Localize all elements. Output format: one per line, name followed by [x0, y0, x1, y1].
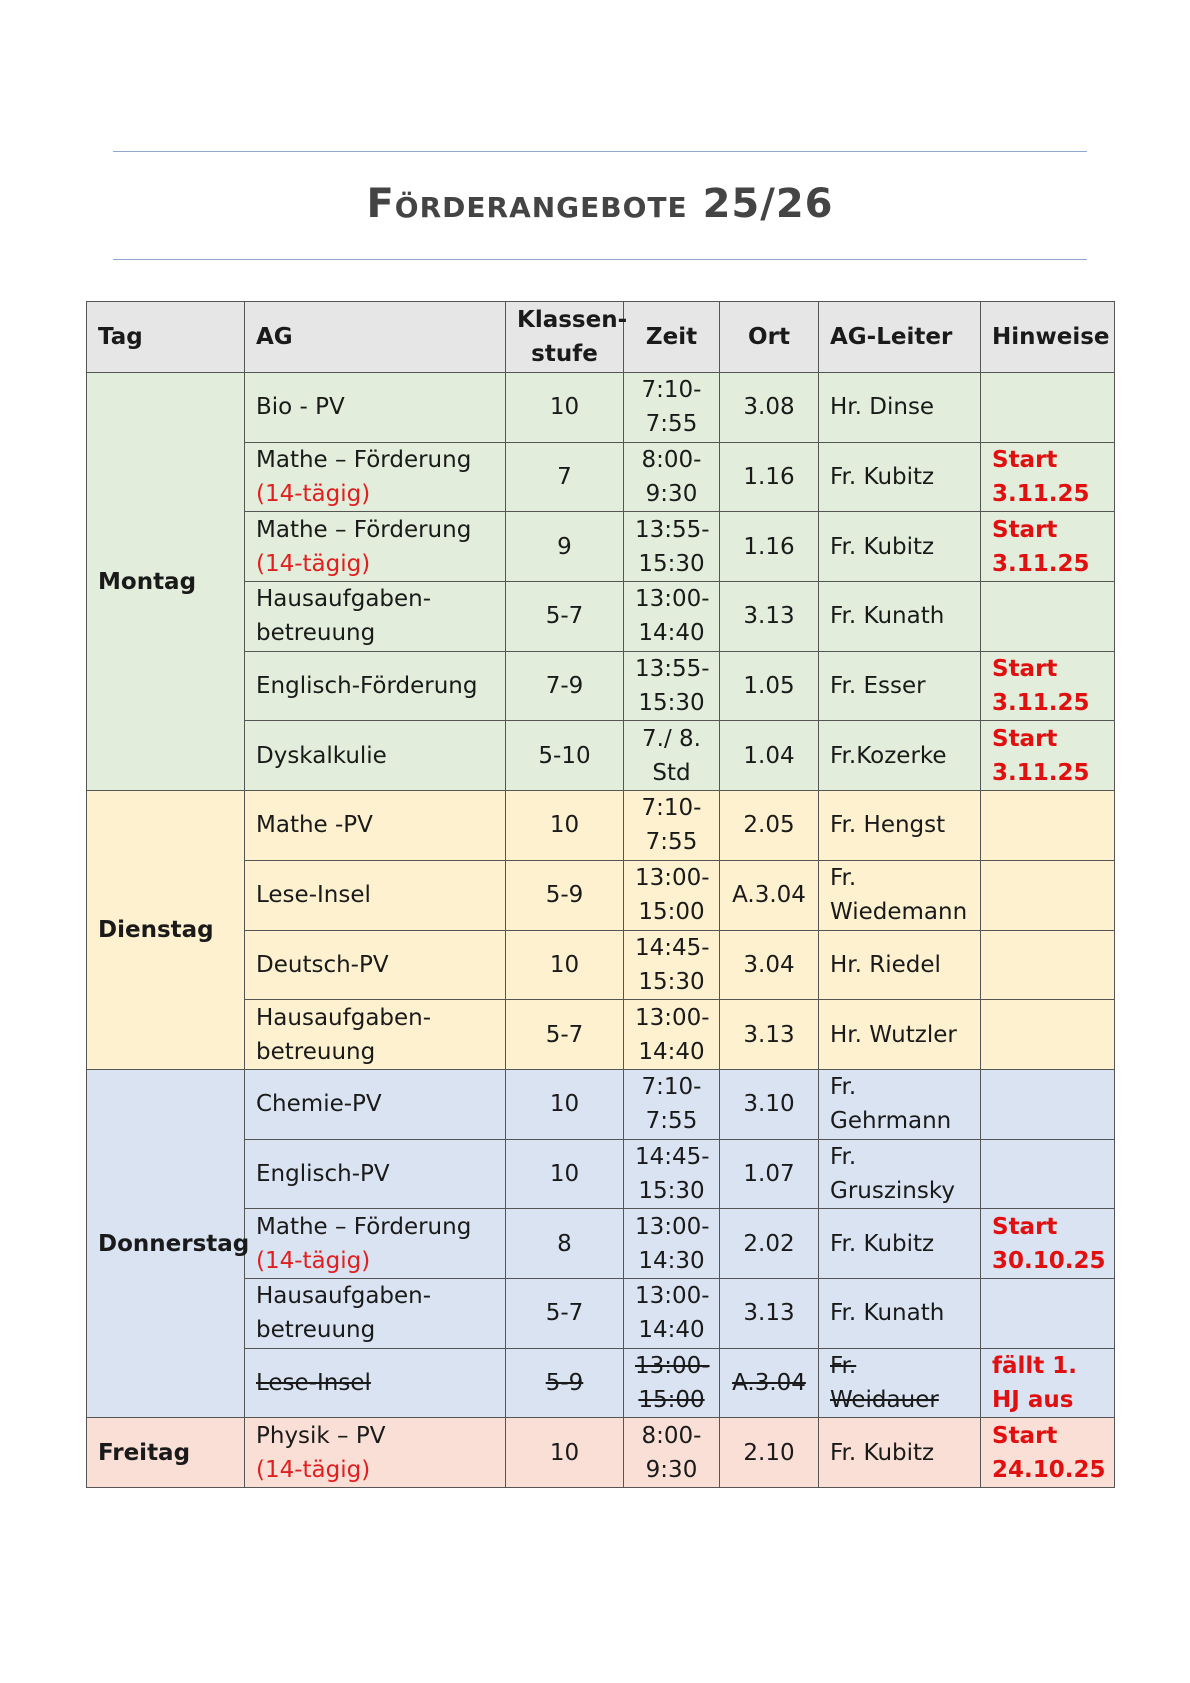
- zeit-cell: 13:55-15:30: [624, 512, 720, 582]
- hinweis-cell: [981, 582, 1115, 652]
- stufe-cell: 10: [506, 930, 624, 1000]
- ort-cell: 3.13: [720, 1278, 819, 1348]
- table-row: [87, 1069, 1115, 1139]
- page-title: Förderangebote 25/26: [366, 181, 834, 227]
- header-klassenstufe: Klassen-stufe: [506, 302, 624, 373]
- ort-cell: 1.16: [720, 442, 819, 512]
- ag-cell: Physik – PV (14-tägig): [245, 1418, 506, 1488]
- ort-cell: 2.05: [720, 791, 819, 861]
- hinweis-cell: Start 3.11.25: [981, 442, 1115, 512]
- hinweis-cell: Start 24.10.25: [981, 1418, 1115, 1488]
- leiter-cell: Fr. Gruszinsky: [819, 1139, 981, 1209]
- stufe-cell: 10: [506, 1139, 624, 1209]
- hinweis-cell: [981, 791, 1115, 861]
- leiter-cell: Hr. Dinse: [819, 373, 981, 443]
- zeit-cell: 7./ 8. Std: [624, 721, 720, 791]
- hinweis-cell: fällt 1. HJ aus: [981, 1348, 1115, 1418]
- zeit-cell: 13:00-14:30: [624, 1209, 720, 1279]
- leiter-cell: Fr. Kubitz: [819, 442, 981, 512]
- table-row: [87, 791, 1115, 861]
- hinweis-cell: [981, 1000, 1115, 1070]
- header-ag: AG: [245, 302, 506, 373]
- leiter-cell: Fr. Kubitz: [819, 1418, 981, 1488]
- zeit-cell: 14:45-15:30: [624, 1139, 720, 1209]
- ort-cell: A.3.04: [720, 1348, 819, 1418]
- ag-cell: Lese-Insel: [245, 860, 506, 930]
- zeit-cell: 8:00-9:30: [624, 1418, 720, 1488]
- header-hinweise: Hinweise: [981, 302, 1115, 373]
- table-row: [87, 373, 1115, 443]
- ag-cell: Englisch-PV: [245, 1139, 506, 1209]
- ag-cell: Lese-Insel: [245, 1348, 506, 1418]
- stufe-cell: 5-7: [506, 582, 624, 652]
- stufe-cell: 10: [506, 1418, 624, 1488]
- leiter-cell: Hr. Riedel: [819, 930, 981, 1000]
- stufe-cell: 5-9: [506, 860, 624, 930]
- zeit-cell: 13:00-15:00: [624, 1348, 720, 1418]
- ort-cell: 3.08: [720, 373, 819, 443]
- ag-cell: Mathe – Förderung (14-tägig): [245, 512, 506, 582]
- leiter-cell: Fr. Weidauer: [819, 1348, 981, 1418]
- leiter-cell: Hr. Wutzler: [819, 1000, 981, 1070]
- zeit-cell: 13:55-15:30: [624, 651, 720, 721]
- zeit-cell: 13:00-14:40: [624, 582, 720, 652]
- zeit-cell: 8:00-9:30: [624, 442, 720, 512]
- hinweis-cell: [981, 1278, 1115, 1348]
- leiter-cell: Fr. Kubitz: [819, 512, 981, 582]
- leiter-cell: Fr. Esser: [819, 651, 981, 721]
- header-ag-leiter: AG-Leiter: [819, 302, 981, 373]
- stufe-cell: 10: [506, 791, 624, 861]
- ag-cell: Englisch-Förderung: [245, 651, 506, 721]
- zeit-cell: 7:10-7:55: [624, 791, 720, 861]
- leiter-cell: Fr. Kunath: [819, 582, 981, 652]
- leiter-cell: Fr. Gehrmann: [819, 1069, 981, 1139]
- zeit-cell: 13:00-15:00: [624, 860, 720, 930]
- day-cell-donnerstag: Donnerstag: [87, 1069, 245, 1417]
- ort-cell: 3.13: [720, 1000, 819, 1070]
- leiter-cell: Fr. Hengst: [819, 791, 981, 861]
- ag-cell: Hausaufgaben-betreuung: [245, 1278, 506, 1348]
- stufe-cell: 10: [506, 1069, 624, 1139]
- zeit-cell: 7:10-7:55: [624, 1069, 720, 1139]
- stufe-cell: 10: [506, 373, 624, 443]
- day-cell-dienstag: Dienstag: [87, 791, 245, 1070]
- hinweis-cell: [981, 1139, 1115, 1209]
- ort-cell: 1.16: [720, 512, 819, 582]
- ag-cell: Hausaufgaben-betreuung: [245, 1000, 506, 1070]
- header-ort: Ort: [720, 302, 819, 373]
- hinweis-cell: [981, 930, 1115, 1000]
- hinweis-cell: [981, 860, 1115, 930]
- hinweis-cell: Start 3.11.25: [981, 721, 1115, 791]
- leiter-cell: Fr. Kubitz: [819, 1209, 981, 1279]
- ag-cell: Chemie-PV: [245, 1069, 506, 1139]
- ort-cell: 3.13: [720, 582, 819, 652]
- header-zeit: Zeit: [624, 302, 720, 373]
- ort-cell: 2.02: [720, 1209, 819, 1279]
- hinweis-cell: Start 30.10.25: [981, 1209, 1115, 1279]
- hinweis-cell: Start 3.11.25: [981, 512, 1115, 582]
- ort-cell: 1.05: [720, 651, 819, 721]
- stufe-cell: 8: [506, 1209, 624, 1279]
- zeit-cell: 13:00-14:40: [624, 1278, 720, 1348]
- bottom-rule: [113, 259, 1087, 260]
- header-row: [87, 302, 1115, 373]
- leiter-cell: Fr.Kozerke: [819, 721, 981, 791]
- ort-cell: 1.07: [720, 1139, 819, 1209]
- ort-cell: 1.04: [720, 721, 819, 791]
- ort-cell: 3.04: [720, 930, 819, 1000]
- stufe-cell: 5-10: [506, 721, 624, 791]
- ort-cell: A.3.04: [720, 860, 819, 930]
- stufe-cell: 5-9: [506, 1348, 624, 1418]
- zeit-cell: 13:00-14:40: [624, 1000, 720, 1070]
- schedule-table: [86, 301, 1115, 1488]
- stufe-cell: 7-9: [506, 651, 624, 721]
- stufe-cell: 7: [506, 442, 624, 512]
- stufe-cell: 5-7: [506, 1000, 624, 1070]
- ag-cell: Bio - PV: [245, 373, 506, 443]
- zeit-cell: 14:45-15:30: [624, 930, 720, 1000]
- ag-cell: Mathe -PV: [245, 791, 506, 861]
- ag-cell: Mathe – Förderung (14-tägig): [245, 1209, 506, 1279]
- hinweis-cell: [981, 1069, 1115, 1139]
- ort-cell: 2.10: [720, 1418, 819, 1488]
- ort-cell: 3.10: [720, 1069, 819, 1139]
- zeit-cell: 7:10-7:55: [624, 373, 720, 443]
- hinweis-cell: Start 3.11.25: [981, 651, 1115, 721]
- ag-cell: Deutsch-PV: [245, 930, 506, 1000]
- top-rule: [113, 151, 1087, 152]
- leiter-cell: Fr. Wiedemann: [819, 860, 981, 930]
- ag-cell: Hausaufgaben-betreuung: [245, 582, 506, 652]
- stufe-cell: 9: [506, 512, 624, 582]
- leiter-cell: Fr. Kunath: [819, 1278, 981, 1348]
- hinweis-cell: [981, 373, 1115, 443]
- stufe-cell: 5-7: [506, 1278, 624, 1348]
- ag-cell: Mathe – Förderung (14-tägig): [245, 442, 506, 512]
- ag-cell: Dyskalkulie: [245, 721, 506, 791]
- table-row: [87, 1418, 1115, 1488]
- day-cell-montag: Montag: [87, 373, 245, 791]
- header-tag: Tag: [87, 302, 245, 373]
- day-cell-freitag: Freitag: [87, 1418, 245, 1488]
